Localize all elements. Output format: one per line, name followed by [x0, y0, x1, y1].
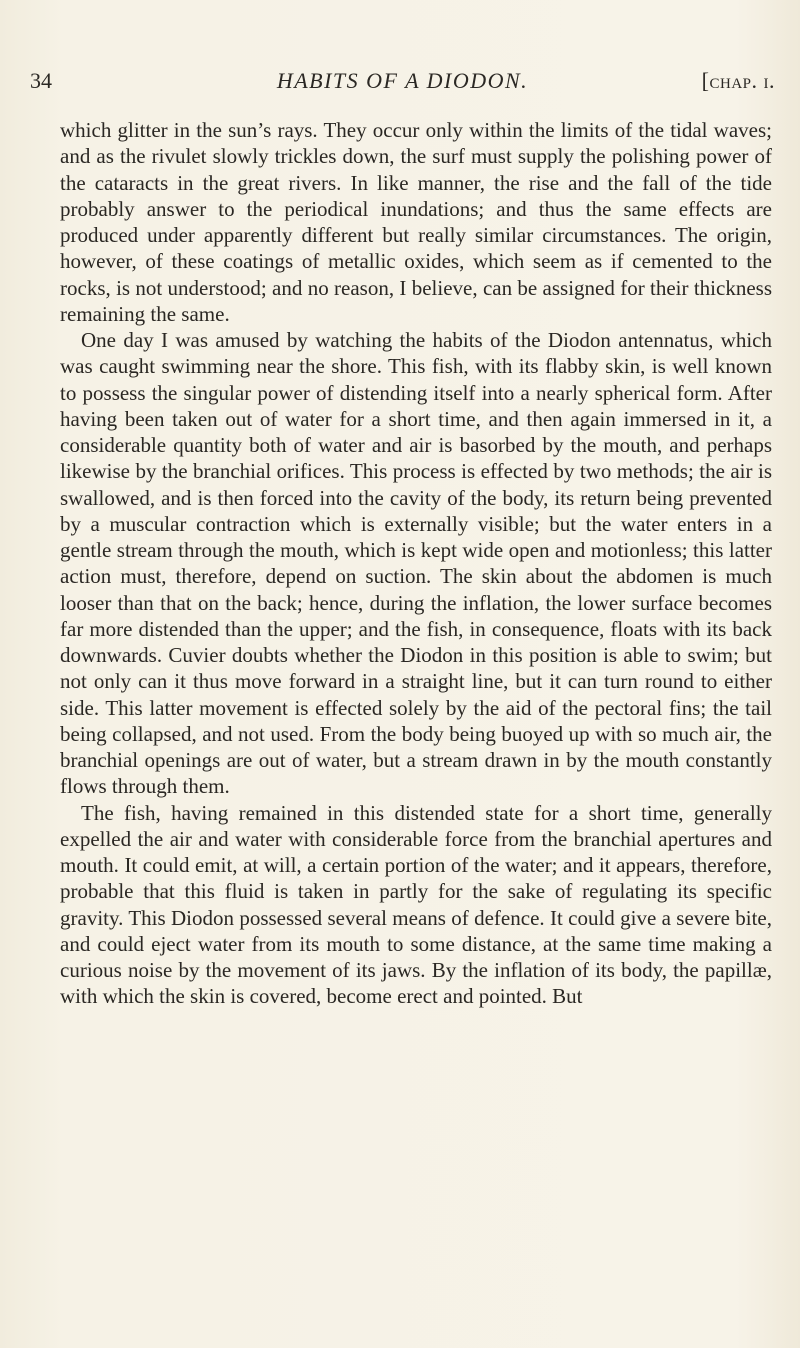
- paragraph-diodon-habits: One day I was amused by watching the habits of the Diodon antennatus, which was caught swimming near the shore. This fish, with its flabby skin, is well known to possess the singular power of distending itself into a nearly spherical form. After having been taken out of water for a short time, and then again immersed in it, a considerable quantity both of water and air is basorbed by the mouth, and perhaps likewise by the branchial orifices. This process is effected by two methods; the air is swallowed, and is then forced into the cavity of the body, its return being prevented by a muscular contraction which is externally visible; but the water enters in a gentle stream through the mouth, which is kept wide open and motionless; this latter action must, therefore, depend on suction. The skin about the abdomen is much looser than that on the back; hence, during the inflation, the lower surface becomes far more distended than the upper; and the fish, in consequence, floats with its back downwards. Cuvier doubts whether the Diodon in this position is able to swim; but not only can it thus move forward in a straight line, but it can turn round to either side. This latter movement is effected solely by the aid of the pectoral fins; the tail being collapsed, and not used. From the body being buoyed up with so much air, the branchial openings are out of water, but a stream drawn in by the mouth constantly flows through them.: [60, 328, 772, 799]
- chapter-reference: [chap. i.: [701, 68, 775, 93]
- body-text: [60, 117, 772, 1010]
- paragraph-diodon-defence: The fish, having remained in this distended state for a short time, generally expelled the air and water with considerable force from the branchial apertures and mouth. It could emit, at will, a certain portion of the water; and it appears, therefore, probable that this fluid is taken in partly for the sake of regulating its specific gravity. This Diodon possessed several means of defence. It could give a severe bite, and could eject water from its mouth to some distance, at the same time making a curious noise by the movement of its jaws. By the inflation of its body, the papillæ, with which the skin is covered, become erect and pointed. But: [60, 800, 772, 1009]
- page-header: [30, 68, 775, 102]
- page-number: 34: [30, 68, 52, 93]
- running-title: HABITS OF A DIODON.: [276, 68, 529, 93]
- paragraph-continuation: which glitter in the sun’s rays. They occur only within the limits of the tidal waves; and as the rivulet slowly trickles down, the surf must supply the polishing power of the cataracts in the great rivers. In like manner, the rise and the fall of the tide probably answer to the periodical inundations; and thus the same effects are produced under apparently different but really similar circumstances. The origin, however, of these coatings of metallic oxides, which seem as if cemented to the rocks, is not understood; and no reason, I believe, can be assigned for their thickness remaining the same.: [60, 118, 772, 326]
